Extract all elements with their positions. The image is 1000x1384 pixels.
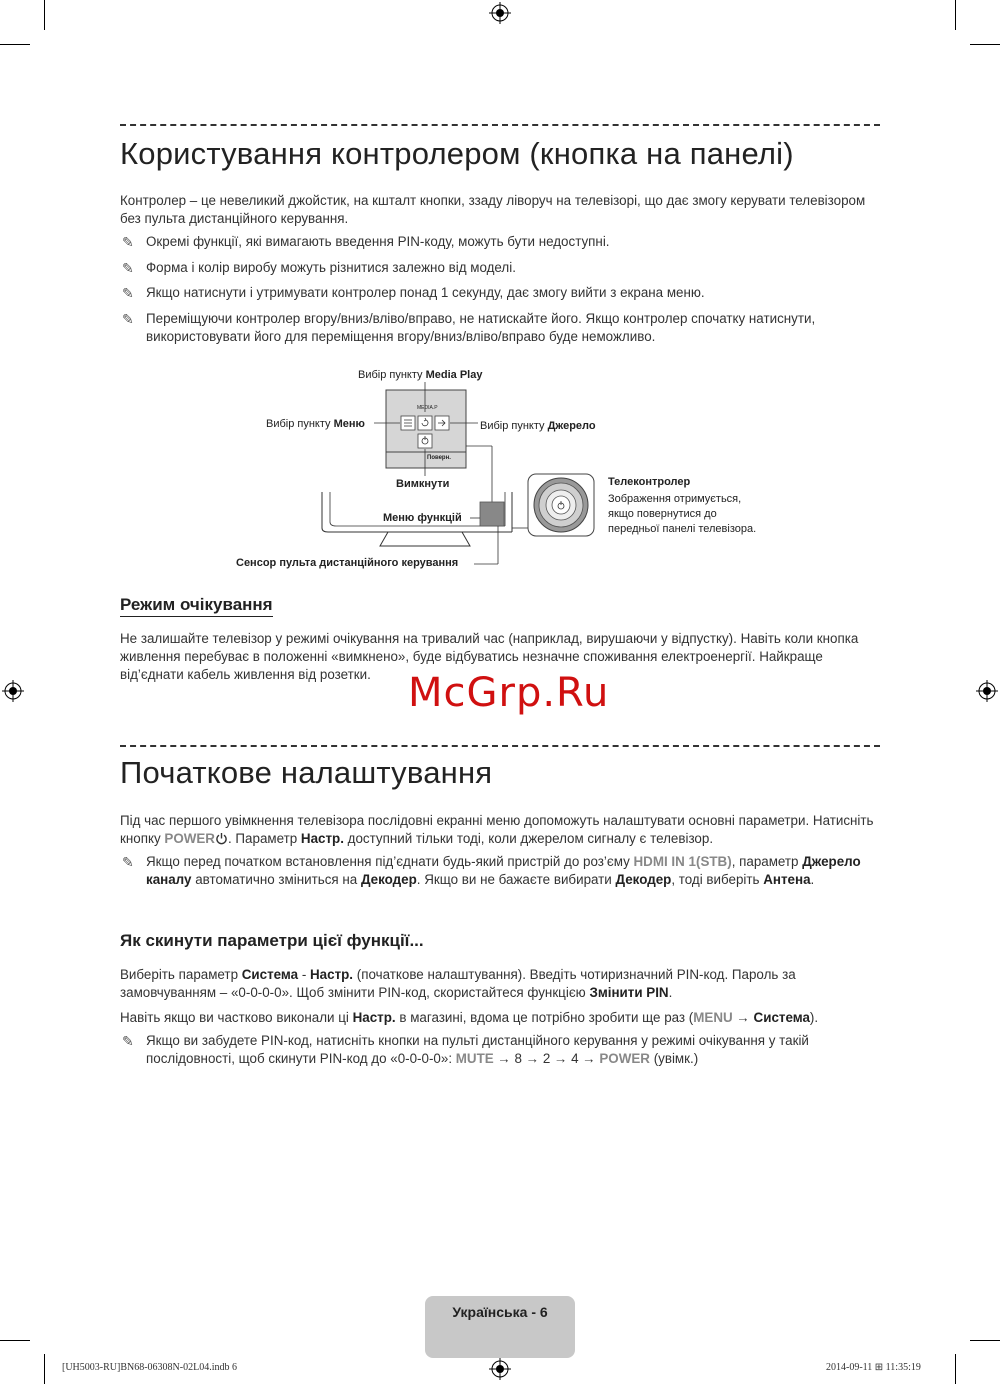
note-text: Якщо ви забудете PIN-код, натисніть кнопки на пульті дистанційного керування у режимі очікування у такій послідовності, щоб скинути PIN-код до «0-0-0-0»: MUTE → 8 → 2 → 4 → POWER (увімк.)	[146, 1033, 809, 1066]
label-power-off: Вимкнути	[396, 478, 450, 490]
note-item	[120, 310, 880, 346]
note-text: Якщо перед початком встановлення під’єднати будь-який пристрій до роз’єму HDMI IN 1(STB), параметр Джерело каналу автоматично зміниться на Декодер. Якщо ви не бажаєте вибирати Декодер, тоді виберіть Антена.	[146, 854, 861, 887]
label-tele-title: Телеконтролер	[608, 476, 691, 488]
watermark: McGrp.Ru	[408, 670, 610, 716]
crop-mark	[0, 1340, 30, 1341]
panel-return-label: Поверн.	[427, 455, 451, 461]
standby-heading: Режим очікування	[120, 595, 273, 617]
panel-media-label: MEDIA.P	[417, 405, 438, 411]
section-divider	[120, 745, 880, 747]
label-tele-desc: Зображення отримується,	[608, 493, 742, 505]
label-function-menu: Меню функцій	[383, 512, 462, 524]
label-media-play: Вибір пункту Media Play	[358, 369, 483, 381]
pencil-note-icon: ✎	[122, 260, 134, 276]
page-number: Українська - 6	[452, 1304, 548, 1320]
crop-mark	[970, 1340, 1000, 1341]
crop-mark	[955, 0, 956, 30]
pencil-note-icon: ✎	[122, 285, 134, 301]
standby-text: Не залишайте телевізор у режимі очікування на тривалий час (наприклад, вирушаючи у відпустку). Навіть коли кнопка живлення перебуває в положенні «вимкнено», буде відбуватись незначне споживання електроенергії. Найкраще від’єднати кабель живлення від розетки.	[120, 631, 859, 682]
pencil-note-icon: ✎	[122, 854, 134, 870]
crop-mark	[44, 1354, 45, 1384]
registration-mark-icon	[2, 680, 24, 702]
crop-mark	[0, 44, 30, 45]
registration-mark-icon	[976, 680, 998, 702]
note-item	[120, 1032, 880, 1068]
registration-mark-icon	[489, 1358, 511, 1380]
section-title-controller: Користування контролером (кнопка на панелі)	[120, 136, 794, 171]
crop-mark	[955, 1354, 956, 1384]
note-item	[120, 259, 880, 277]
crop-mark	[44, 0, 45, 30]
section-title-initial-setup: Початкове налаштування	[120, 755, 493, 790]
reset-text-1: Виберіть параметр Система - Настр. (початкове налаштування). Введіть чотиризначний PIN-код. Пароль за замовчуванням – «0-0-0-0». Щоб змінити PIN-код, скористайтеся функцією Змінити PIN.	[120, 967, 796, 1000]
initial-setup-text: Під час першого увімкнення телевізора послідовні екранні меню допоможуть налаштувати основні параметри. Натисніть кнопку POWER . Параметр Настр. доступний тільки тоді, коли джерелом сигналу є телевізор.	[120, 813, 874, 846]
crop-mark	[970, 44, 1000, 45]
note-text: Окремі функції, які вимагають введення PIN-коду, можуть бути недоступні.	[146, 234, 610, 249]
label-menu: Вибір пункту Меню	[266, 418, 365, 430]
label-source: Вибір пункту Джерело	[480, 420, 596, 432]
reset-text-2: Навіть якщо ви частково виконали ці Настр. в магазині, вдома це потрібно зробити ще раз (MENU → Система).	[120, 1010, 819, 1025]
reset-heading: Як скинути параметри цієї функції...	[120, 931, 424, 950]
print-slug-left: [UH5003-RU]BN68-06308N-02L04.indb 6	[62, 1362, 237, 1373]
print-slug-right: 2014-09-11 ⊞ 11:35:19	[826, 1362, 921, 1373]
label-tele-desc: якщо повернутися до	[608, 508, 717, 520]
note-text: Переміщуючи контролер вгору/вниз/вліво/вправо, не натискайте його. Якщо контролер спочатку натиснути, використовувати його для переміщення вгору/вниз/вліво/вправо буде неможливо.	[146, 311, 816, 344]
pencil-note-icon: ✎	[122, 234, 134, 250]
label-tele-desc: передньої панелі телевізора.	[608, 523, 757, 535]
registration-mark-icon	[489, 2, 511, 24]
note-item	[120, 233, 880, 251]
note-item	[120, 284, 880, 302]
note-text: Форма і колір виробу можуть різнитися залежно від моделі.	[146, 260, 516, 275]
power-icon	[215, 832, 228, 845]
controller-intro: Контролер – це невеликий джойстик, на кшталт кнопки, ззаду ліворуч на телевізорі, що дає змогу керувати телевізором без пульта дистанційного керування.	[120, 193, 866, 226]
controller-diagram	[0, 360, 1000, 580]
pencil-note-icon: ✎	[122, 1033, 134, 1049]
note-text: Якщо натиснути і утримувати контролер понад 1 секунду, дає змогу вийти з екрана меню.	[146, 285, 705, 300]
note-item	[120, 853, 880, 889]
section-divider	[120, 124, 880, 126]
pencil-note-icon: ✎	[122, 311, 134, 327]
label-remote-sensor: Сенсор пульта дистанційного керування	[236, 557, 459, 569]
